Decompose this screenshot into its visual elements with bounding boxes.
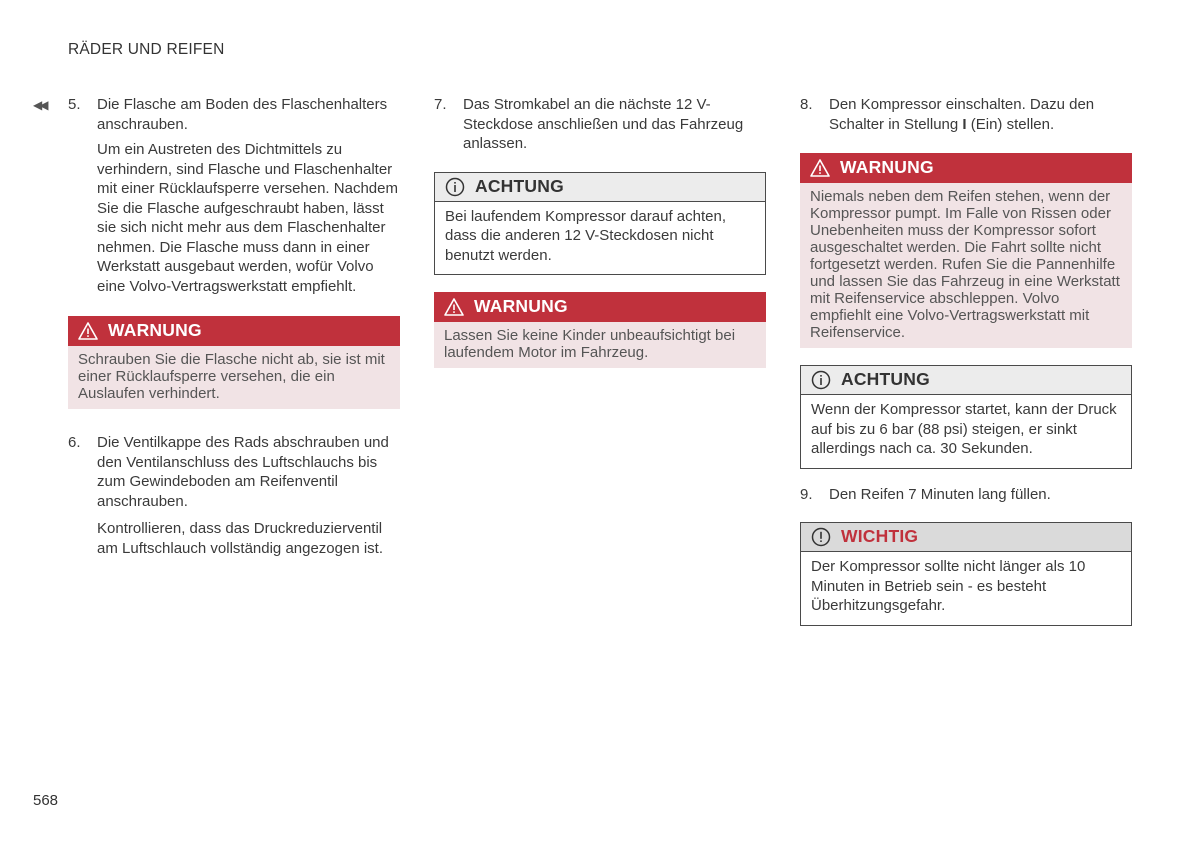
caution-title: ACHTUNG [841, 369, 930, 390]
important-box [800, 522, 1132, 626]
step-6 [68, 433, 400, 511]
switch-position: I [962, 115, 967, 133]
caution-text: Wenn der Kompressor startet, kann der Druck auf bis zu 6 bar (88 psi) steigen, er sinkt allerdings nach ca. 30 Sekunden. [811, 401, 1117, 457]
caution-box-header [435, 173, 765, 202]
column-1 [68, 95, 400, 558]
warning-box [800, 153, 1132, 348]
page-header-title: RÄDER UND REIFEN [68, 41, 225, 58]
step-number: 7. [434, 96, 447, 113]
step-text: Das Stromkabel an die nächste 12 V-Steckdose anschließen und das Fahrzeug anlassen. [463, 96, 744, 152]
step-number: 9. [800, 485, 813, 503]
step-6-note: Kontrollieren, dass das Druckreduzierventil am Luftschlauch vollständig angezogen ist. [97, 520, 384, 557]
step-text-after: (Ein) stellen. [966, 115, 1055, 133]
step-text: Die Ventilkappe des Rads abschrauben und den Ventilanschluss des Luftschlauchs bis zum Gewindeboden am Reifenventil anschrauben. [97, 434, 389, 510]
step-text-before: Den Kompressor einschalten. Dazu den Schalter in Stellung [829, 96, 1095, 133]
caution-box [800, 365, 1132, 469]
continued-marker: ◀◀ [33, 98, 46, 112]
info-circle-icon [811, 370, 831, 390]
important-text: Der Kompressor sollte nicht länger als 10 Minuten in Betrieb sein - es besteht Überhitzungsgefahr. [811, 558, 1086, 614]
warning-triangle-icon [444, 297, 464, 317]
important-box-header [801, 523, 1131, 552]
warning-title: WARNUNG [474, 296, 568, 317]
step-number: 5. [68, 96, 81, 113]
step-8 [800, 95, 1132, 134]
step-7 [434, 95, 766, 154]
column-3 [800, 95, 1132, 626]
warning-triangle-icon [810, 158, 830, 178]
warning-title: WARNUNG [840, 157, 934, 178]
warning-box-header [68, 316, 400, 346]
warning-text: Niemals neben dem Reifen stehen, wenn der Kompressor pumpt. Im Falle von Rissen oder Unebenheiten muss der Kompressor sofort ausgeschaltet werden. Die Fahrt sollte nicht fortgesetzt werden. Rufen Sie die Pannenhilfe und lassen Sie das Fahrzeug in eine Werkstatt mit Reifenservice abschleppen. Volvo empfiehlt eine Volvo-Vertragswerkstatt mit Reifenservice. [810, 188, 1120, 341]
step-text: Den Reifen 7 Minuten lang füllen. [829, 485, 1051, 503]
warning-box-header [800, 153, 1132, 183]
info-circle-icon [445, 177, 465, 197]
column-2 [434, 95, 766, 368]
step-9 [800, 485, 1132, 505]
exclamation-circle-icon [811, 527, 831, 547]
warning-box [68, 316, 400, 409]
caution-title: ACHTUNG [475, 175, 564, 196]
step-5-note: Um ein Austreten des Dichtmittels zu verhindern, sind Flasche und Flaschenhalter mit einer Rücklaufsperre versehen. Nachdem Sie die Flasche aufgeschraubt haben, lässt sie sich nicht mehr aus dem Flaschenhalter nehmen. Die Flasche muss dann in einer Werkstatt ausgebaut werden, wofür Volvo eine Volvo-Vertragswerkstatt empfiehlt. [97, 141, 398, 295]
warning-triangle-icon [78, 321, 98, 341]
warning-title: WARNUNG [108, 320, 202, 341]
warning-text: Lassen Sie keine Kinder unbeaufsichtigt bei laufendem Motor im Fahrzeug. [444, 327, 736, 361]
step-number: 8. [800, 96, 813, 113]
important-title: WICHTIG [841, 526, 919, 547]
step-text: Die Flasche am Boden des Flaschenhalters anschrauben. [97, 96, 388, 133]
caution-box [434, 172, 766, 276]
warning-box-header [434, 292, 766, 322]
caution-text: Bei laufendem Kompressor darauf achten, dass die anderen 12 V-Steckdosen nicht benutzt werden. [445, 207, 726, 264]
caution-box-header [801, 366, 1131, 395]
step-number: 6. [68, 434, 81, 451]
step-5 [68, 95, 400, 134]
warning-box [434, 292, 766, 368]
page-number: 568 [33, 792, 59, 809]
warning-text: Schrauben Sie die Flasche nicht ab, sie ist mit einer Rücklaufsperre versehen, die ein Auslaufen verhindert. [78, 351, 385, 402]
